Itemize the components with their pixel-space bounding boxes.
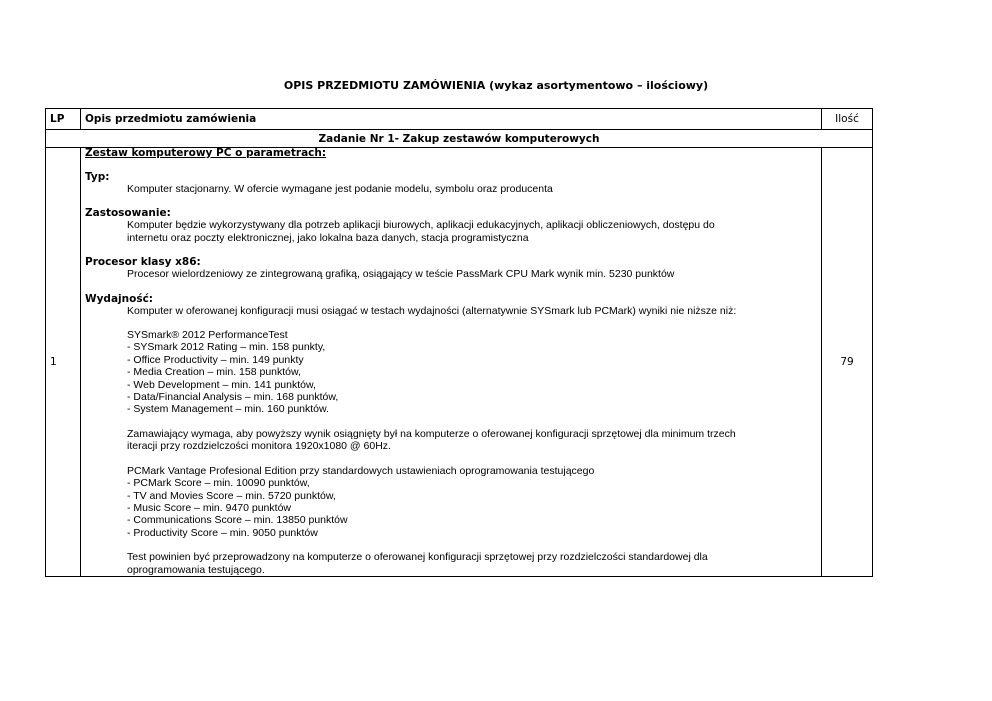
order-table bbox=[45, 108, 873, 577]
list-item: - Web Development – min. 141 punktów, bbox=[127, 378, 316, 391]
list-item: - TV and Movies Score – min. 5720 punktów, bbox=[127, 489, 336, 502]
pcmark-list bbox=[85, 465, 817, 539]
list-item: - Communications Score – min. 13850 punktów bbox=[127, 514, 348, 527]
cpu-text: Procesor wielordzeniowy ze zintegrowaną grafiką, osiągający w teście PassMark CPU Mark wynik min. 5230 punktów bbox=[127, 268, 675, 281]
task-row bbox=[46, 130, 873, 148]
requirement-text-1: Zamawiający wymaga, aby powyższy wynik osiągnięty był na komputerze o oferowanej konfiguracji sprzętowej dla minimum trzech bbox=[127, 427, 736, 440]
row-description bbox=[81, 148, 822, 577]
table-header-row bbox=[46, 109, 873, 130]
header-description: Opis przedmiotu zamówienia bbox=[81, 109, 822, 130]
table-row bbox=[46, 148, 873, 577]
list-item: - PCMark Score – min. 10090 punktów, bbox=[127, 477, 310, 490]
row-lp: 1 bbox=[46, 148, 81, 577]
test-text-1: Test powinien być przeprowadzony na komputerze o oferowanej konfiguracji sprzętowej przy rozdzielczości standardowej dla bbox=[127, 551, 708, 564]
header-quantity: Ilość bbox=[822, 109, 873, 130]
list-item: - System Management – min. 160 punktów. bbox=[127, 403, 329, 416]
use-label: Zastosowanie: bbox=[85, 207, 171, 220]
requirement-text-2: iteracji przy rozdzielczości monitora 1920x1080 @ 60Hz. bbox=[127, 440, 391, 453]
type-text: Komputer stacjonarny. W ofercie wymagane jest podanie modelu, symbolu oraz producenta bbox=[127, 183, 553, 195]
list-item: - Media Creation – min. 158 punktów, bbox=[127, 366, 301, 379]
performance-label: Wydajność: bbox=[85, 292, 153, 305]
list-item: - Music Score – min. 9470 punktów bbox=[127, 501, 291, 514]
item-heading: Zestaw komputerowy PC o parametrach: bbox=[85, 147, 327, 159]
use-text-2: internetu oraz poczty elektronicznej, jako lokalna baza danych, stacja programistyczna bbox=[127, 231, 529, 244]
list-item: - SYSmark 2012 Rating – min. 158 punkty, bbox=[127, 341, 326, 354]
type-label: Typ: bbox=[85, 171, 110, 183]
test-text-2: oprogramowania testującego. bbox=[127, 563, 265, 576]
list-item: SYSmark® 2012 PerformanceTest bbox=[127, 329, 288, 342]
header-lp: LP bbox=[46, 109, 81, 130]
list-item: - Productivity Score – min. 9050 punktów bbox=[127, 526, 318, 539]
task-title: Zadanie Nr 1- Zakup zestawów komputerowych bbox=[46, 130, 873, 148]
list-item: - Office Productivity – min. 149 punkty bbox=[127, 353, 304, 366]
cpu-label: Procesor klasy x86: bbox=[85, 256, 201, 269]
sysmark-list bbox=[85, 329, 817, 416]
list-item: - Data/Financial Analysis – min. 168 punktów, bbox=[127, 391, 339, 404]
page-title: OPIS PRZEDMIOTU ZAMÓWIENIA (wykaz asortymentowo – ilościowy) bbox=[283, 79, 709, 92]
list-item: PCMark Vantage Profesional Edition przy standardowych ustawieniach oprogramowania testującego bbox=[127, 464, 595, 477]
row-quantity: 79 bbox=[822, 148, 873, 577]
use-text-1: Komputer będzie wykorzystywany dla potrzeb aplikacji biurowych, aplikacji edukacyjnych, aplikacji obliczeniowych, dostępu do bbox=[127, 219, 715, 232]
performance-text: Komputer w oferowanej konfiguracji musi osiągać w testach wydajności (alternatywnie SYSmark lub PCMark) wyniki nie niższe niż: bbox=[127, 304, 737, 317]
